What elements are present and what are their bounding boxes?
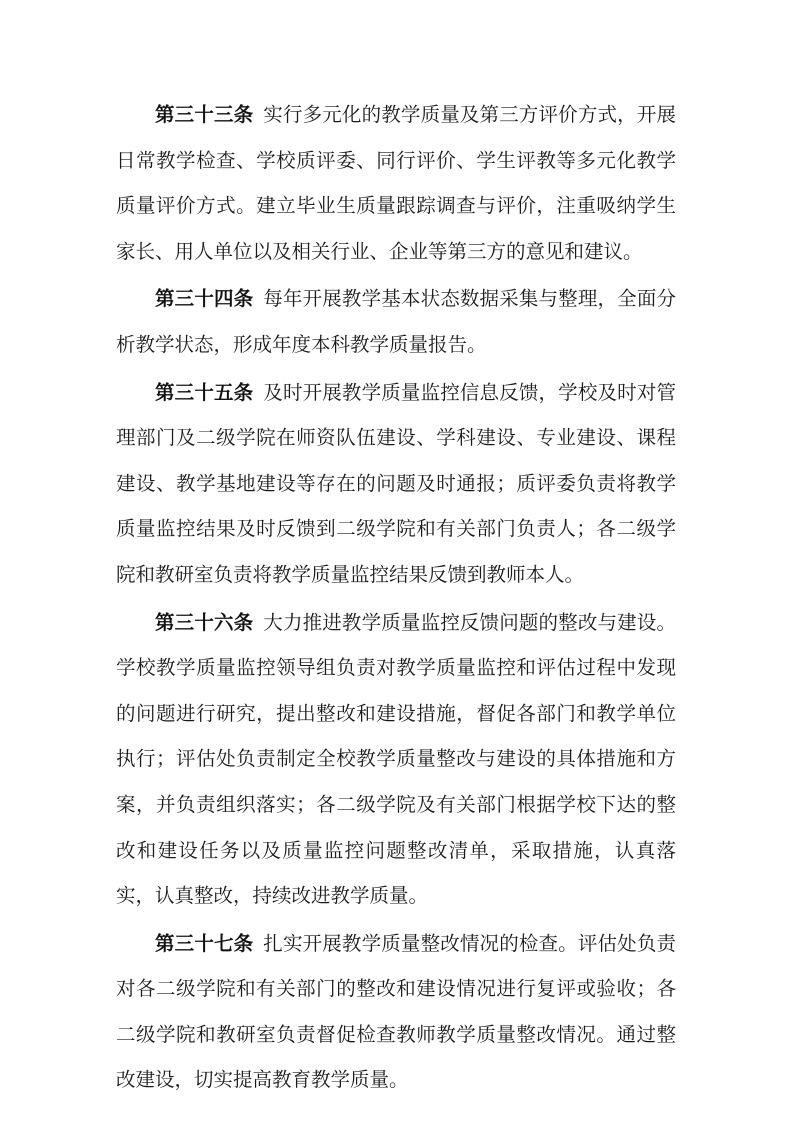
article-number: 第三十七条 bbox=[155, 931, 254, 955]
document-body bbox=[116, 92, 676, 1105]
article-number: 第三十五条 bbox=[155, 380, 254, 404]
article-text: 每年开展教学基本状态数据采集与整理，全面分析教学状态，形成年度本科教学质量报告。 bbox=[116, 287, 676, 356]
article-37 bbox=[116, 921, 676, 1103]
article-text: 及时开展教学质量监控信息反馈，学校及时对管理部门及二级学院在师资队伍建设、学科建设、专业建设、课程建设、教学基地建设等存在的问题及时通报；质评委负责将教学质量监控结果及时反馈到二级学院和有关部门负责人；各二级学院和教研室负责将教学质量监控结果反馈到教师本人。 bbox=[116, 380, 676, 586]
article-33 bbox=[116, 92, 676, 274]
article-number: 第三十四条 bbox=[155, 287, 254, 311]
article-text: 大力推进教学质量监控反馈问题的整改与建设。学校教学质量监控领导组负责对教学质量监控和评估过程中发现的问题进行研究，提出整改和建设措施，督促各部门和教学单位执行；评估处负责制定全校教学质量整改与建设的具体措施和方案，并负责组织落实；各二级学院及有关部门根据学校下达的整改和建设任务以及质量监控问题整改清单，采取措施，认真落实，认真整改，持续改进教学质量。 bbox=[116, 610, 676, 908]
article-number: 第三十六条 bbox=[155, 610, 254, 634]
article-number: 第三十三条 bbox=[155, 103, 254, 126]
article-text: 扎实开展教学质量整改情况的检查。评估处负责对各二级学院和有关部门的整改和建设情况进行复评或验收；各二级学院和教研室负责督促检查教师教学质量整改情况。通过整改建设，切实提高教育教学质量。 bbox=[116, 931, 676, 1092]
article-35 bbox=[116, 370, 676, 598]
article-text: 实行多元化的教学质量及第三方评价方式，开展日常教学检查、学校质评委、同行评价、学生评教等多元化教学质量评价方式。建立毕业生质量跟踪调查与评价，注重吸纳学生家长、用人单位以及相关行业、企业等第三方的意见和建议。 bbox=[116, 103, 676, 263]
article-36 bbox=[116, 600, 676, 919]
article-34 bbox=[116, 276, 676, 367]
